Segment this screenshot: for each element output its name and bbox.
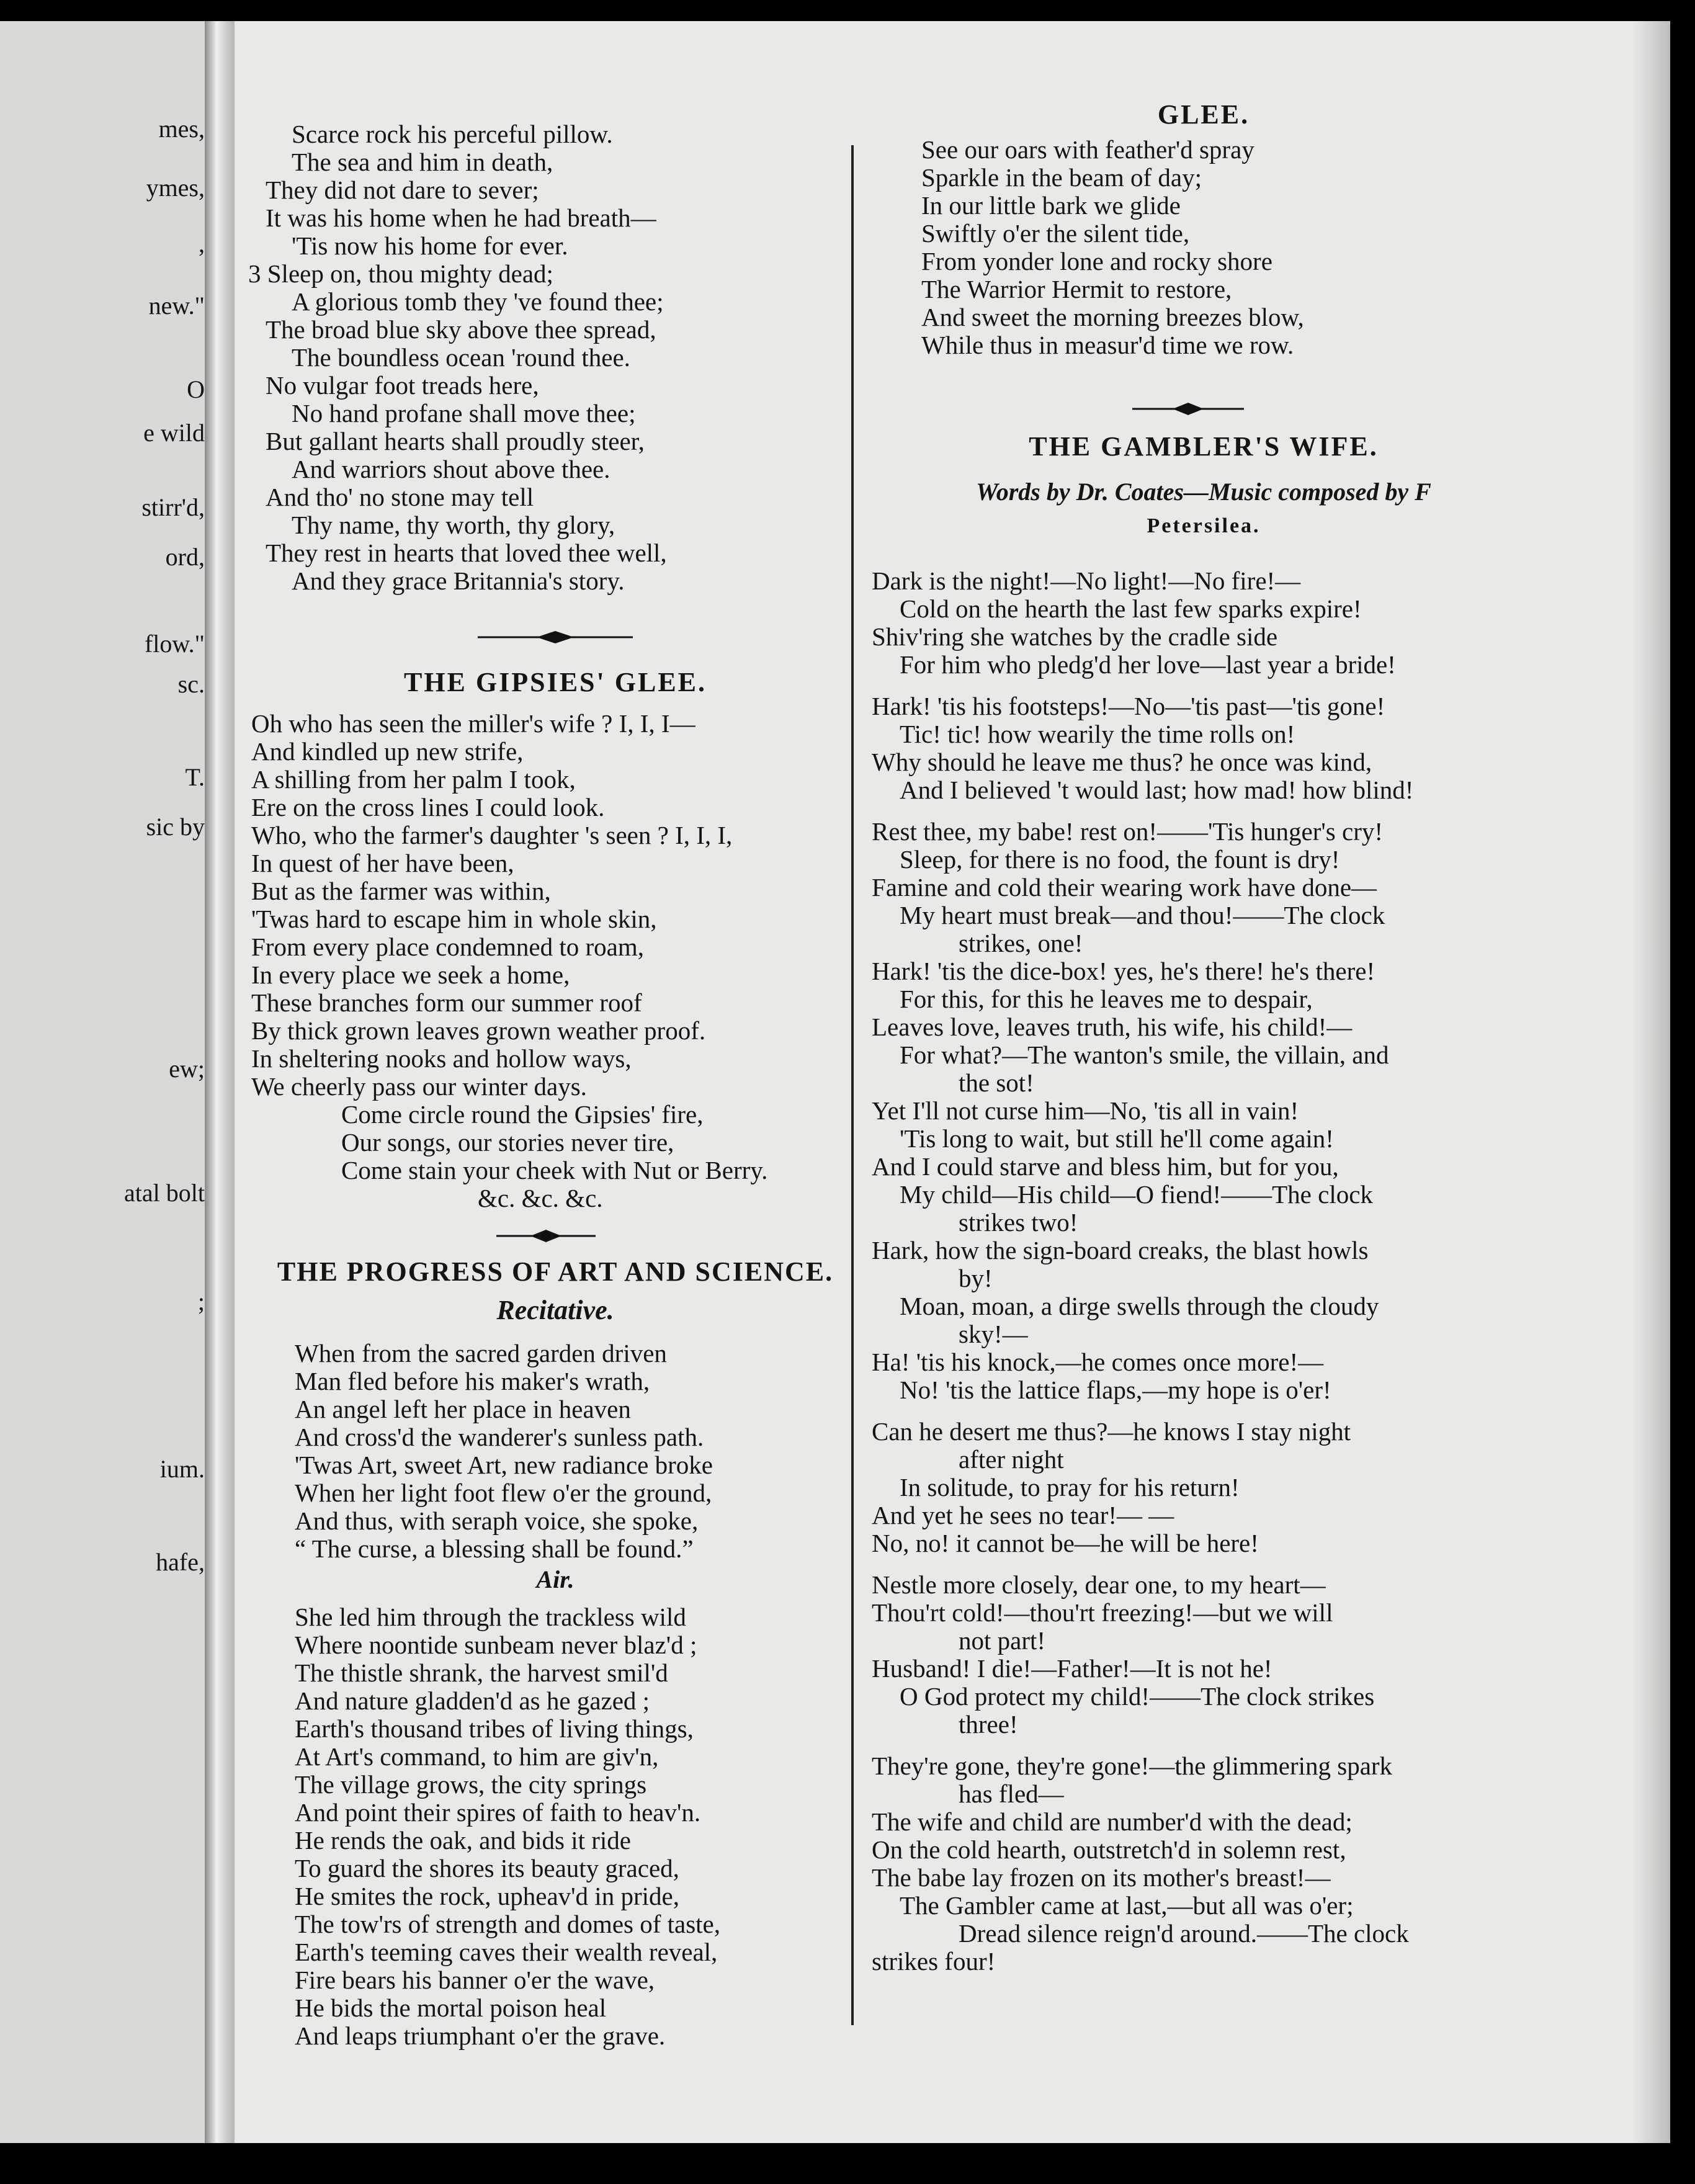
poem-line: Hark! 'tis the dice-box! yes, he's there! he's there! (872, 957, 1375, 985)
poem-line: He rends the oak, and bids it ride (295, 1826, 631, 1855)
poem-line: Scarce rock his perceful pillow. (292, 120, 613, 148)
poem-line: 'Tis long to wait, but still he'll come again! (900, 1124, 1334, 1153)
poem-line: No, no! it cannot be—he will be here! (872, 1529, 1259, 1557)
poem-line: To guard the shores its beauty graced, (295, 1854, 679, 1882)
poem-line: Swiftly o'er the silent tide, (921, 219, 1190, 248)
poem-line: The boundless ocean 'round thee. (292, 343, 630, 372)
poem-line: Earth's teeming caves their wealth reveal, (295, 1938, 718, 1966)
glee-poem (921, 136, 1598, 359)
poem-line: But as the farmer was within, (251, 877, 551, 905)
fragment-text: ord, (165, 543, 205, 571)
stanza-gap (865, 1404, 1542, 1418)
ornament-divider (1132, 400, 1244, 424)
poem-line: Yet I'll not curse him—No, 'tis all in vain! (872, 1096, 1299, 1125)
poem-line: 3 Sleep on, thou mighty dead; (248, 259, 553, 288)
poem-line: But gallant hearts shall proudly steer, (266, 427, 645, 455)
poem-line: Come circle round the Gipsies' fire, (341, 1100, 704, 1129)
air-label: Air. (536, 1565, 575, 1593)
poem-line: 'Tis now his home for ever. (292, 231, 568, 260)
poem-line: Ere on the cross lines I could look. (251, 793, 605, 821)
poem-line: strikes four! (872, 1947, 996, 1976)
fragment-text: hafe, (156, 1548, 205, 1576)
credit-line: Words by Dr. Coates—Music composed by F (976, 478, 1431, 506)
poem-line: 'Twas Art, sweet Art, new radiance broke (295, 1451, 713, 1479)
poem-line: Sleep, for there is no food, the fount is dry! (900, 845, 1340, 874)
poem-line: Tic! tic! how wearily the time rolls on! (900, 720, 1295, 748)
poem-line: He smites the rock, upheav'd in pride, (295, 1882, 679, 1910)
poem-line: They're gone, they're gone!—the glimmering spark (872, 1752, 1393, 1780)
recitative-poem (248, 1340, 862, 1563)
poem-line: Famine and cold their wearing work have done— (872, 873, 1377, 902)
poem-line: From yonder lone and rocky shore (921, 247, 1272, 275)
poem-line: And they grace Britannia's story. (292, 566, 625, 595)
poem-line: The wife and child are number'd with the dead; (872, 1807, 1353, 1836)
poem-line: &c. &c. &c. (478, 1184, 603, 1212)
gipsies-glee-poem (248, 710, 862, 1212)
fragment-text: mes, (158, 115, 205, 143)
poem-line: The tow'rs of strength and domes of taste, (295, 1910, 721, 1938)
fragment-text: atal bolt (124, 1179, 205, 1207)
poem-line: by! (959, 1264, 993, 1292)
poem-line: The babe lay frozen on its mother's breast!— (872, 1863, 1331, 1892)
poem-line: Why should he leave me thus? he once was kind, (872, 748, 1372, 776)
poem-line: We cheerly pass our winter days. (251, 1072, 587, 1101)
poem-line: not part! (959, 1626, 1046, 1655)
stanza-gap (865, 679, 1542, 692)
right-column (865, 21, 1542, 2143)
poem-line: 'Twas hard to escape him in whole skin, (251, 905, 657, 933)
stanza-gap (865, 1557, 1542, 1571)
poem-line: sky!— (959, 1320, 1028, 1348)
poem-line: When her light foot flew o'er the ground, (295, 1479, 712, 1507)
poem-line: And point their spires of faith to heav'n. (295, 1798, 701, 1827)
poem-line: He bids the mortal poison heal (295, 1994, 607, 2022)
poem-line: My child—His child—O fiend!——The clock (900, 1180, 1373, 1209)
fragment-text: T. (185, 763, 205, 791)
poem-line: And I could starve and bless him, but for you, (872, 1152, 1339, 1181)
glee-title: GLEE. (1157, 99, 1250, 130)
poem-line: No! 'tis the lattice flaps,—my hope is o'er! (900, 1376, 1331, 1404)
poem-ending (248, 120, 862, 595)
poem-line: O God protect my child!——The clock strikes (900, 1682, 1375, 1711)
poem-line: In quest of her have been, (251, 849, 514, 877)
poem-line: after night (959, 1445, 1064, 1474)
poem-line: A shilling from her palm I took, (251, 765, 576, 794)
poem-line: When from the sacred garden driven (295, 1339, 667, 1367)
fragment-text: ew; (169, 1055, 205, 1083)
left-column (248, 21, 862, 2143)
poem-line: Can he desert me thus?—he knows I stay night (872, 1417, 1351, 1446)
poem-line: Ha! 'tis his knock,—he comes once more!— (872, 1348, 1324, 1376)
poem-line: They rest in hearts that loved thee well, (266, 539, 667, 567)
ornament-divider (496, 1227, 596, 1251)
poem-line: Hark, how the sign-board creaks, the blast howls (872, 1236, 1369, 1264)
fragment-text: sic by (146, 813, 205, 841)
poem-line: It was his home when he had breath— (266, 204, 656, 232)
newspaper-page (0, 21, 1670, 2143)
gamblers-wife-title: THE GAMBLER'S WIFE. (1029, 431, 1379, 462)
poem-line: No hand profane shall move thee; (292, 399, 636, 427)
poem-line: strikes, one! (959, 929, 1083, 957)
poem-line: While thus in measur'd time we row. (921, 331, 1294, 359)
poem-line: Dark is the night!—No light!—No fire!— (872, 566, 1301, 595)
poem-line: Where noontide sunbeam never blaz'd ; (295, 1631, 697, 1659)
fragment-text: ymes, (146, 174, 205, 202)
poem-line: The Warrior Hermit to restore, (921, 275, 1232, 303)
fragment-text: new." (148, 292, 205, 320)
poem-line: And warriors shout above thee. (292, 455, 610, 483)
page-edge-shadow (1633, 21, 1670, 2143)
poem-line: And sweet the morning breezes blow, (921, 303, 1304, 331)
poem-line: And leaps triumphant o'er the grave. (295, 2021, 666, 2050)
poem-line: Thy name, thy worth, thy glory, (292, 511, 615, 539)
poem-line: And tho' no stone may tell (266, 483, 534, 511)
poem-line: For this, for this he leaves me to despair, (900, 985, 1313, 1013)
poem-line: A glorious tomb they 've found thee; (292, 287, 664, 316)
gamblers-wife-poem (865, 567, 1542, 1976)
previous-page-fragments (0, 21, 205, 2143)
fragment-text: ium. (159, 1455, 205, 1483)
poem-line: The broad blue sky above thee spread, (266, 315, 656, 344)
poem-line: Earth's thousand tribes of living things, (295, 1714, 694, 1743)
poem-line: From every place condemned to roam, (251, 933, 644, 961)
recitative-label: Recitative. (496, 1295, 614, 1325)
poem-line: And thus, with seraph voice, she spoke, (295, 1506, 699, 1535)
fragment-text: sc. (177, 670, 205, 698)
poem-line: Sparkle in the beam of day; (921, 163, 1202, 192)
poem-line: For him who pledg'd her love—last year a bride! (900, 650, 1396, 679)
poem-line: has fled— (959, 1779, 1064, 1808)
poem-line: strikes two! (959, 1208, 1078, 1237)
poem-line: And I believed 't would last; how mad! how blind! (900, 776, 1414, 804)
poem-line: Nestle more closely, dear one, to my heart— (872, 1570, 1326, 1599)
poem-line: Rest thee, my babe! rest on!——'Tis hunger's cry! (872, 817, 1384, 846)
progress-title: THE PROGRESS OF ART AND SCIENCE. (277, 1256, 834, 1287)
stanza-gap (865, 1739, 1542, 1752)
ornament-divider (478, 628, 633, 653)
poem-line: Fire bears his banner o'er the wave, (295, 1966, 655, 1994)
poem-line: By thick grown leaves grown weather proof. (251, 1016, 706, 1045)
fragment-text: flow." (144, 630, 205, 658)
poem-line: the sot! (959, 1068, 1034, 1097)
poem-line: And kindled up new strife, (251, 737, 524, 766)
composer-name: Petersilea. (1147, 514, 1261, 537)
poem-line: They did not dare to sever; (266, 176, 539, 204)
poem-line: The sea and him in death, (292, 148, 553, 176)
poem-line: Hark! 'tis his footsteps!—No—'tis past—'tis gone! (872, 692, 1385, 720)
poem-line: The Gambler came at last,—but all was o'er; (900, 1891, 1354, 1920)
poem-line: three! (959, 1710, 1018, 1739)
fragment-text: O (187, 375, 205, 403)
poem-line: In solitude, to pray for his return! (900, 1473, 1240, 1502)
poem-line: Who, who the farmer's daughter 's seen ? I, I, I, (251, 821, 733, 849)
gipsies-glee-title: THE GIPSIES' GLEE. (403, 667, 707, 697)
poem-line: In our little bark we glide (921, 191, 1181, 220)
page-binding (205, 21, 235, 2143)
poem-line: Husband! I die!—Father!—It is not he! (872, 1654, 1272, 1683)
poem-line: Thou'rt cold!—thou'rt freezing!—but we will (872, 1598, 1333, 1627)
poem-line: Man fled before his maker's wrath, (295, 1367, 650, 1395)
poem-line: At Art's command, to him are giv'n, (295, 1742, 659, 1771)
poem-line: These branches form our summer roof (251, 988, 642, 1017)
poem-line: My heart must break—and thou!——The clock (900, 901, 1385, 929)
poem-line: And nature gladden'd as he gazed ; (295, 1686, 650, 1715)
poem-line: Our songs, our stories never tire, (341, 1128, 674, 1157)
poem-line: In every place we seek a home, (251, 960, 570, 989)
poem-line: Come stain your cheek with Nut or Berry. (341, 1156, 768, 1184)
poem-line: Shiv'ring she watches by the cradle side (872, 622, 1278, 651)
poem-line: See our oars with feather'd spray (921, 135, 1254, 164)
poem-line: Moan, moan, a dirge swells through the cloudy (900, 1292, 1379, 1320)
poem-line: Dread silence reign'd around.——The clock (959, 1919, 1409, 1948)
poem-line: She led him through the trackless wild (295, 1603, 686, 1631)
poem-line: The village grows, the city springs (295, 1770, 647, 1799)
poem-line: For what?—The wanton's smile, the villain, and (900, 1041, 1389, 1069)
fragment-text: e wild (143, 419, 205, 447)
poem-line: The thistle shrank, the harvest smil'd (295, 1658, 668, 1687)
poem-line: On the cold hearth, outstretch'd in solemn rest, (872, 1835, 1346, 1864)
fragment-text: stirr'd, (141, 493, 205, 521)
poem-line: Leaves love, leaves truth, his wife, his child!— (872, 1013, 1353, 1041)
poem-line: And yet he sees no tear!— — (872, 1501, 1174, 1529)
poem-line: Oh who has seen the miller's wife ? I, I, I— (251, 709, 695, 738)
poem-line: And cross'd the wanderer's sunless path. (295, 1423, 704, 1451)
poem-line: In sheltering nooks and hollow ways, (251, 1044, 632, 1073)
air-poem (248, 1603, 862, 2050)
poem-line: “ The curse, a blessing shall be found.” (295, 1534, 694, 1563)
poem-line: Cold on the hearth the last few sparks expire! (900, 594, 1362, 623)
fragment-text: , (199, 230, 205, 257)
poem-line: An angel left her place in heaven (295, 1395, 631, 1423)
poem-line: No vulgar foot treads here, (266, 371, 539, 400)
fragment-text: ; (197, 1287, 205, 1315)
stanza-gap (865, 804, 1542, 818)
